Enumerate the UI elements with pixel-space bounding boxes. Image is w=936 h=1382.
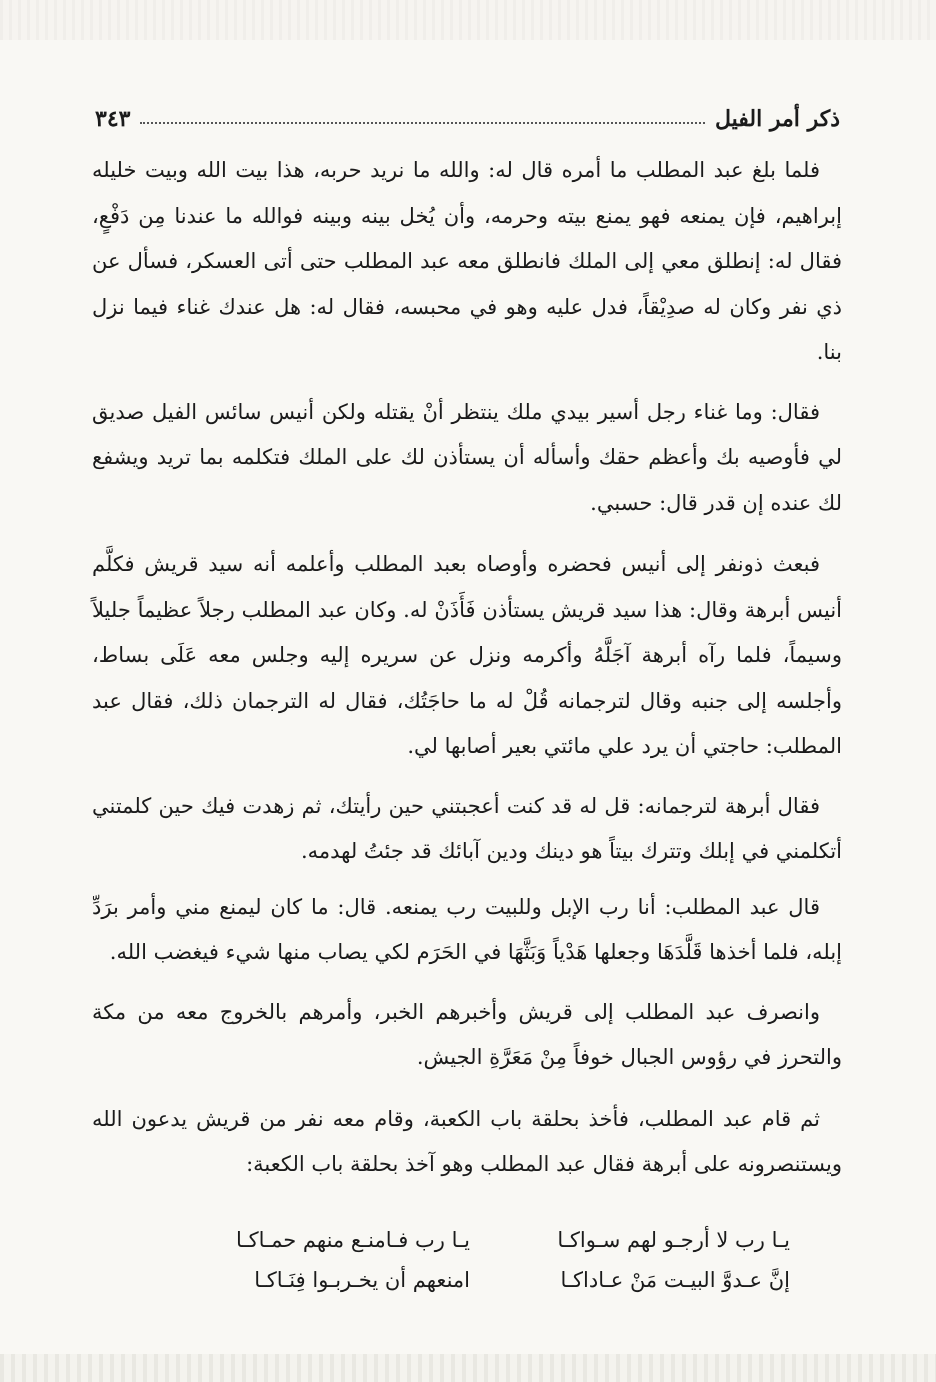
paragraph: قال عبد المطلب: أنا رب الإبل وللبيت رب يمنعه. قال: ما كان ليمنع مني وأمر برَدِّ إبله، فلما أخذها قَلَّدَهَا وجعلها هَدْياً وَبَثَّهَا في الحَرَم لكي يصاب منها شيء فيغضب الله. [92,894,842,964]
paragraph: وانصرف عبد المطلب إلى قريش وأخبرهم الخبر، وأمرهم بالخروج معه من مكة والتحرز في رؤوس الجبال خوفاً مِنْ مَعَرَّةِ الجيش. [92,999,842,1069]
paragraph: ثم قام عبد المطلب، فأخذ بحلقة باب الكعبة، وقام معه نفر من قريش يدعون الله ويستنصرونه على أبرهة فقال عبد المطلب وهو آخذ بحلقة باب الكعبة: [92,1106,842,1176]
running-header [95,92,840,132]
verse-second-hemistich: يـا رب فـامنـع منهم حمـاكـا [236,1228,470,1252]
paragraph: فقال أبرهة لترجمانه: قل له قد كنت أعجبتني حين رأيتك، ثم زهدت فيك حين كلمتني أتكلمني في إبلك وتترك بيتاً هو دينك ودين آبائك قد جئتُ لهدمه. [92,793,842,863]
scan-edge-bottom [0,1354,936,1382]
poem-verse [180,1220,790,1260]
paragraph: فلما بلغ عبد المطلب ما أمره قال له: والله ما نريد حربه، هذا بيت الله وبيت خليله إبراهيم، فإن يمنعه فهو يمنع بيته وحرمه، وأن يُخل بينه وبينه فوالله ما عندنا مِن دَفْعٍ، فقال له: إنطلق معي إلى الملك فانطلق معه عبد المطلب حتى أتى العسكر، فسأل عن ذي نفر وكان له صدِيْقاً، فدل عليه وهو في محبسه، فقال له: هل عندك غناء فيما نزل بنا. [92,158,842,364]
dotted-leader [140,122,705,124]
verse-first-hemistich: إنَّ عـدوَّ البيـت مَنْ عـاداكـا [560,1268,790,1292]
verse-first-hemistich: يـا رب لا أرجـو لهم سـواكـا [557,1228,790,1252]
paragraph: فقال: وما غناء رجل أسير بيدي ملك ينتظر أنْ يقتله ولكن أنيس سائس الفيل صديق لي فأوصيه بك وأعظم حقك وأسأله أن يستأذن لك على الملك فتكلمه بما تريد ويشفع لك عنده إن قدر قال: حسبي. [92,399,842,515]
page-number: ٣٤٣ [95,106,131,132]
verse-second-hemistich: امنعهم أن يخـربـوا فِنَـاكـا [254,1268,470,1292]
paragraph: فبعث ذونفر إلى أنيس فحضره وأوصاه بعبد المطلب وأعلمه أنه سيد قريش فكلَّم أنيس أبرهة وقال: هذا سيد قريش يستأذن فَأَذَنْ له. وكان عبد المطلب رجلاً عظيماً جليلاً وسيماً، فلما رآه أبرهة آجَلَّهُ وأكرمه ونزل عن سريره إليه وجلس معه عَلَى بساط، وأجلسه إلى جنبه وقال لترجمانه قُلْ له ما حاجَتُك، فقال له الترجمان ذلك، فقال عبد المطلب: حاجتي أن يرد علي مائتي بعير أصابها لي. [92,552,842,758]
page-body [92,148,842,1188]
poem [180,1220,790,1300]
poem-verse [180,1260,790,1300]
scan-edge-top [0,0,936,40]
chapter-title: ذكر أمر الفيل [714,106,840,132]
